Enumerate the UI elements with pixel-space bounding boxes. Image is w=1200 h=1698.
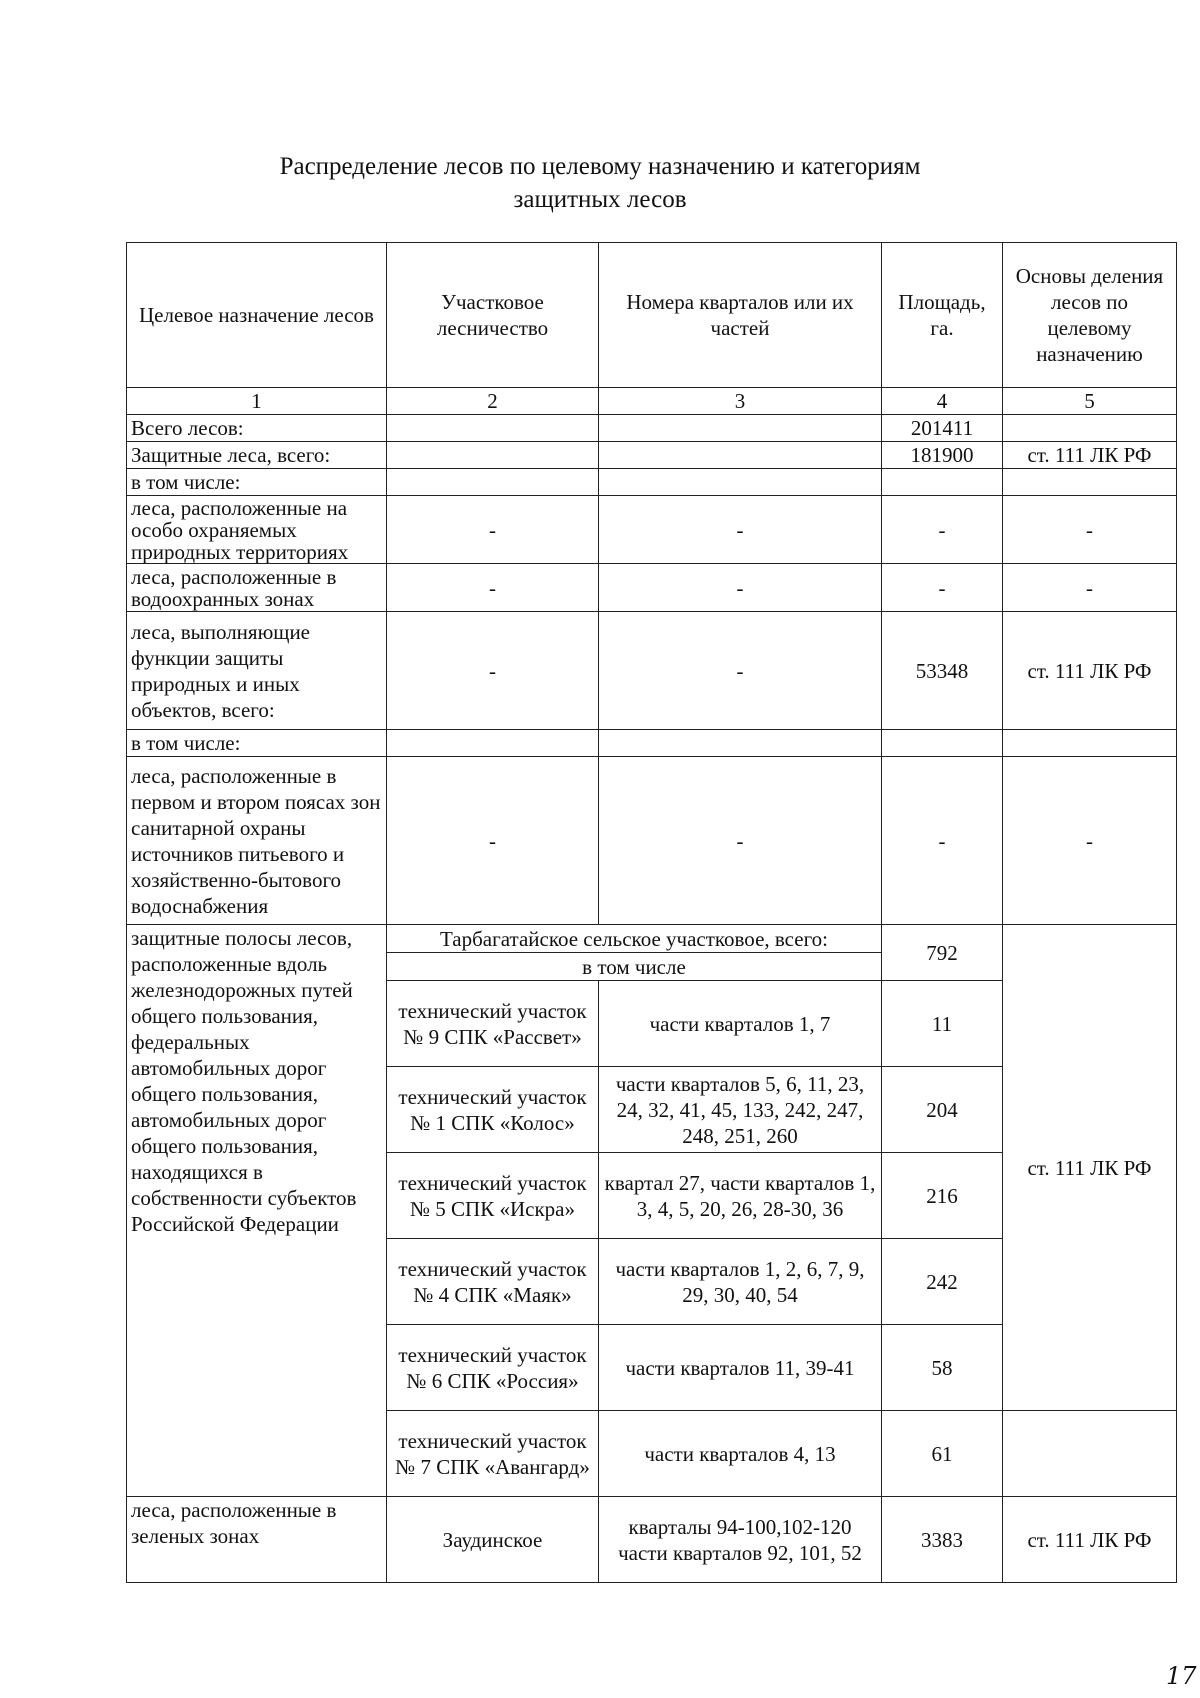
table-row [127,564,1177,612]
area-cell: 61 [882,1411,1003,1497]
quarters-cell: части кварталов 5, 6, 11, 23, 24, 32, 41, 45, 133, 242, 247, 248, 251, 260 [599,1067,882,1153]
dash-cell: - [387,564,599,612]
basis-cell: ст. 111 ЛК РФ [1003,925,1177,1411]
column-number: 2 [387,388,599,415]
site-name: технический участок № 7 СПК «Авангард» [387,1411,599,1497]
area-cell: 181900 [882,442,1003,469]
area-cell: 204 [882,1067,1003,1153]
quarters-cell: квартал 27, части кварталов 1, 3, 4, 5, 20, 26, 28-30, 36 [599,1153,882,1239]
forest-distribution-table [126,242,1177,1583]
column-number: 4 [882,388,1003,415]
row-label: в том числе: [127,469,387,496]
dash-cell: - [1003,757,1177,925]
dash-cell: - [882,757,1003,925]
quarters-cell: части кварталов 11, 39-41 [599,1325,882,1411]
dash-cell: - [387,757,599,925]
area-cell: 792 [882,925,1003,981]
row-label: Защитные леса, всего: [127,442,387,469]
dash-cell: - [599,612,882,730]
header-row [127,243,1177,388]
row-label: защитные полосы лесов, расположенные вдоль железнодорожных путей общего пользования, федеральных автомобильных дорог общего пользования, автомобильных дорог общего пользования, находящихся в собственности субъектов Российской Федерации [127,925,387,1497]
header-quarters: Номера кварталов или их частей [599,243,882,388]
document-title [0,150,1200,216]
header-district: Участковое лесничество [387,243,599,388]
quarters-cell: кварталы 94-100,102-120 части кварталов 92, 101, 52 [599,1497,882,1583]
row-label: леса, расположенные в зеленых зонах [127,1497,387,1583]
row-label: леса, расположенные в водоохранных зонах [127,564,387,612]
dash-cell: - [387,612,599,730]
district-cell: Заудинское [387,1497,599,1583]
site-name: технический участок № 9 СПК «Рассвет» [387,981,599,1067]
area-cell: 201411 [882,415,1003,442]
subheading: в том числе [387,953,882,981]
quarters-cell: части кварталов 4, 13 [599,1411,882,1497]
dash-cell: - [1003,564,1177,612]
header-basis: Основы деления лесов по целевому назначению [1003,243,1177,388]
column-number: 1 [127,388,387,415]
basis-cell: ст. 111 ЛК РФ [1003,1497,1177,1583]
area-cell: 242 [882,1239,1003,1325]
site-name: технический участок № 5 СПК «Искра» [387,1153,599,1239]
row-label: леса, расположенные в первом и втором поясах зон санитарной охраны источников питьевого и хозяйственно-бытового водоснабжения [127,757,387,925]
dash-cell: - [599,496,882,564]
column-number: 5 [1003,388,1177,415]
site-name: технический участок № 1 СПК «Колос» [387,1067,599,1153]
dash-cell: - [387,496,599,564]
dash-cell: - [1003,496,1177,564]
table-row [127,612,1177,730]
header-area: Площадь, га. [882,243,1003,388]
table-row [127,442,1177,469]
dash-cell: - [599,757,882,925]
area-cell: 53348 [882,612,1003,730]
area-cell: 3383 [882,1497,1003,1583]
page-number: 17 [1166,1662,1197,1690]
table-row [127,469,1177,496]
area-cell: 216 [882,1153,1003,1239]
dash-cell: - [882,564,1003,612]
subtotal-label: Тарбагатайское сельское участковое, всего: [387,925,882,953]
table-row [127,925,1177,953]
header-purpose: Целевое назначение лесов [127,243,387,388]
table-row [127,415,1177,442]
dash-cell: - [882,496,1003,564]
area-cell: 58 [882,1325,1003,1411]
area-cell: 11 [882,981,1003,1067]
column-number-row [127,388,1177,415]
title-line-2: защитных лесов [513,186,687,213]
site-name: технический участок № 4 СПК «Маяк» [387,1239,599,1325]
row-label: Всего лесов: [127,415,387,442]
basis-cell: ст. 111 ЛК РФ [1003,442,1177,469]
title-line-1: Распределение лесов по целевому назначению и категориям [279,153,921,180]
column-number: 3 [599,388,882,415]
dash-cell: - [599,564,882,612]
site-name: технический участок № 6 СПК «Россия» [387,1325,599,1411]
table-row [127,496,1177,564]
row-label: в том числе: [127,730,387,757]
row-label: леса, выполняющие функции защиты природных и иных объектов, всего: [127,612,387,730]
basis-cell: ст. 111 ЛК РФ [1003,612,1177,730]
quarters-cell: части кварталов 1, 7 [599,981,882,1067]
row-label: леса, расположенные на особо охраняемых природных территориях [127,496,387,564]
table-row [127,757,1177,925]
quarters-cell: части кварталов 1, 2, 6, 7, 9, 29, 30, 40, 54 [599,1239,882,1325]
table-row [127,1497,1177,1583]
table-row [127,730,1177,757]
